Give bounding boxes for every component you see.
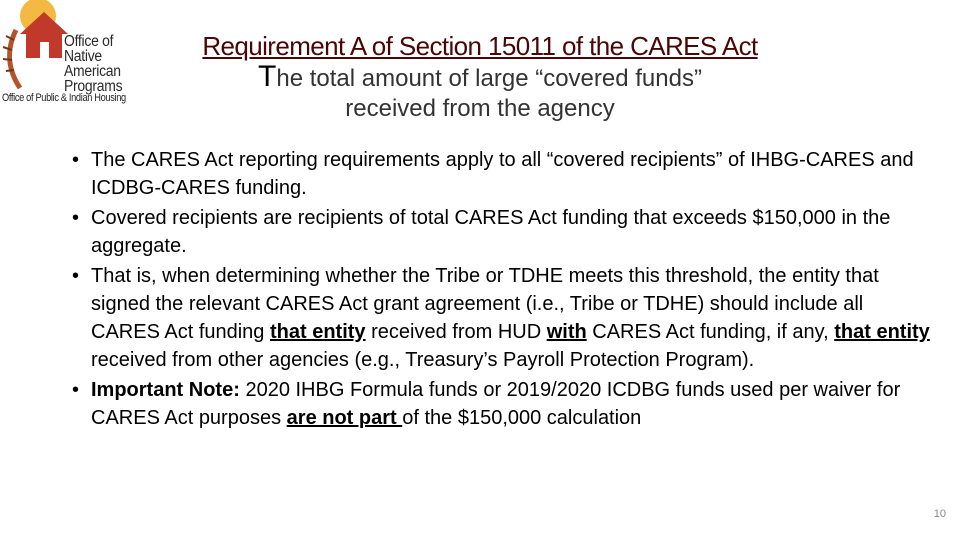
bullet-item: • The CARES Act reporting requirements apply to all “covered recipients” of IHBG-CARES and ICDBG-CARES funding.: [70, 146, 930, 202]
bullet-dot: •: [72, 265, 80, 287]
title-line-1: Requirement A of Section 15011 of the CARES Act: [202, 31, 758, 61]
bullet-dot: •: [72, 379, 80, 401]
logo-subtitle: Office of Public & Indian Housing: [2, 92, 126, 104]
onap-logo: [0, 0, 160, 110]
slide-title: [150, 30, 810, 124]
bullet-dot: •: [72, 207, 80, 229]
logo-text: Office of Native American Programs: [64, 33, 123, 95]
bullet-list: [70, 146, 930, 434]
bullet-item: • That is, when determining whether the Tribe or TDHE meets this threshold, the entity that signed the relevant CARES Act grant agreement (i.e., Tribe or TDHE) should include all CARES Act funding that entity received from HUD with CARES Act funding, if any, that entity received from other agencies (e.g., Treasury’s Payroll Protection Program).: [70, 262, 930, 374]
title-line-2: The total amount of large “covered funds”: [258, 60, 702, 93]
important-note-label: Important Note:: [91, 379, 240, 401]
bullet-dot: •: [72, 149, 80, 171]
slide-number: 10: [933, 508, 946, 520]
bullet-item: • Important Note: 2020 IHBG Formula funds or 2019/2020 ICDBG funds used per waiver for CARES Act purposes are not part of the $150,000 calculation: [70, 376, 930, 432]
bullet-item: • Covered recipients are recipients of total CARES Act funding that exceeds $150,000 in the aggregate.: [70, 204, 930, 260]
title-line-3: received from the agency: [345, 95, 615, 122]
